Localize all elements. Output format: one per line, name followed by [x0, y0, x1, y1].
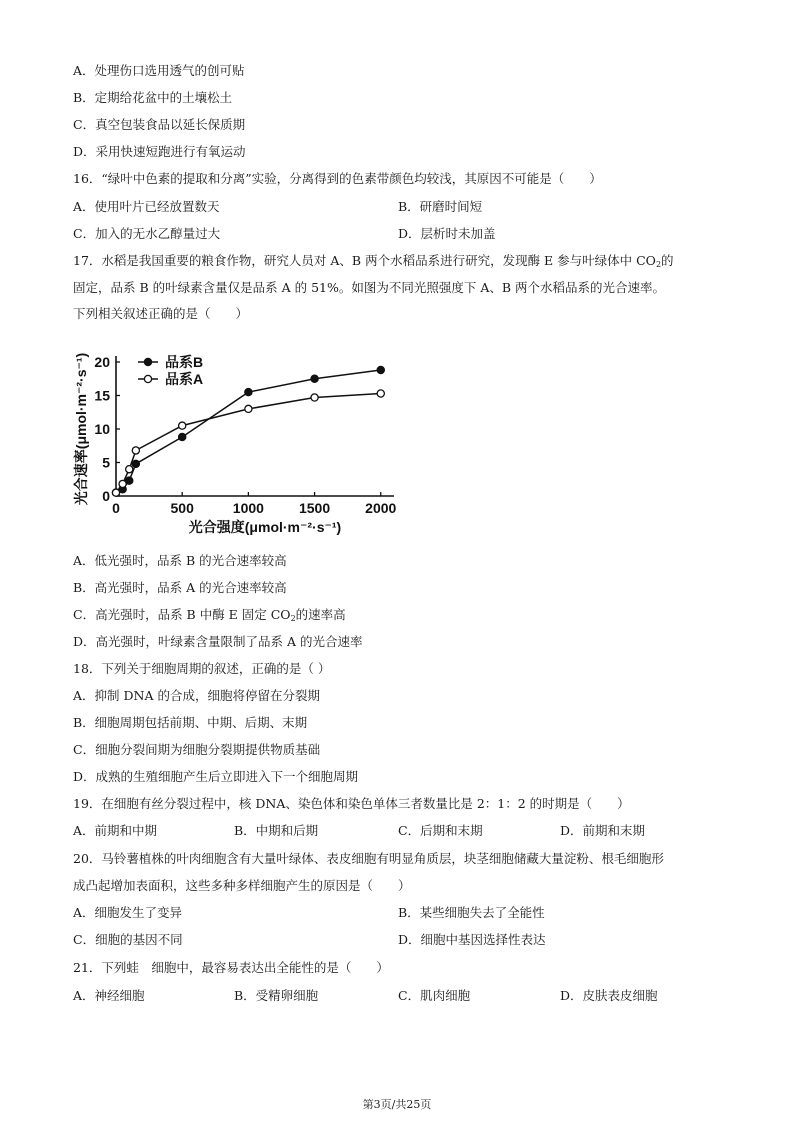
data-point-open: [245, 405, 252, 412]
q18-option-d: D．成熟的生殖细胞产生后立即进入下一个细胞周期: [73, 769, 359, 784]
y-tick-label: 10: [94, 421, 110, 437]
page-footer: 第3页/共25页: [362, 1098, 432, 1111]
data-point-open: [179, 422, 186, 429]
data-point-open: [112, 489, 119, 496]
q21-option-d: D．皮肤表皮细胞: [560, 988, 658, 1003]
q18-option-b: B．细胞周期包括前期、中期、后期、末期: [73, 715, 308, 730]
q21-stem: 21．下列蛙 细胞中，最容易表达出全能性的是（ ）: [73, 960, 389, 975]
q19-stem: 19．在细胞有丝分裂过程中，核 DNA、染色体和染色单体三者数量比是 2：1：2 的时期是（ ）: [73, 796, 630, 811]
data-point-open: [119, 480, 126, 487]
q15-option-b: B．定期给花盆中的土壤松土: [73, 90, 233, 105]
legend-marker: [144, 358, 151, 365]
q20-option-b: B．某些细胞失去了全能性: [398, 905, 545, 920]
data-point-filled: [179, 433, 186, 440]
data-point-open: [311, 394, 318, 401]
q20-stem-line2: 成凸起增加表面积，这些多种多样细胞产生的原因是（ ）: [73, 878, 411, 893]
data-point-open: [126, 466, 133, 473]
legend-marker: [144, 375, 151, 382]
data-point-filled: [377, 366, 384, 373]
q17-option-a: A．低光强时，品系 B 的光合速率较高: [73, 553, 287, 568]
q21-option-c: C．肌肉细胞: [398, 988, 471, 1003]
data-point-filled: [245, 389, 252, 396]
legend-label: 品系B: [165, 354, 204, 370]
x-tick-label: 1000: [232, 500, 264, 516]
q19-option-c: C．后期和末期: [398, 823, 483, 838]
q19-option-d: D．前期和末期: [560, 823, 646, 838]
q19-option-b: B．中期和后期: [234, 823, 319, 838]
q17-option-c-text: C．高光强时，品系 B 中酶 E 固定 CO: [73, 607, 291, 622]
y-tick-label: 20: [94, 354, 110, 370]
data-point-filled: [132, 460, 139, 467]
x-tick-label: 1500: [298, 500, 331, 516]
x-tick-label: 0: [112, 500, 120, 516]
x-axis-label: 光合强度(μmol·m⁻²·s⁻¹): [188, 519, 342, 535]
q20-option-a: A．细胞发生了变异: [73, 905, 183, 920]
q16-option-c: C．加入的无水乙醇量过大: [73, 226, 221, 241]
q19-option-a: A．前期和中期: [73, 823, 158, 838]
y-tick-label: 5: [102, 454, 110, 471]
y-tick-label: 0: [102, 488, 110, 504]
q17-stem-line3: 下列相关叙述正确的是（ ）: [73, 306, 249, 321]
y-tick-label: 15: [94, 387, 110, 404]
q21-option-a: A．神经细胞: [73, 988, 145, 1003]
q15-option-d: D．采用快速短跑进行有氧运动: [73, 144, 246, 159]
q16-option-d: D．层析时未加盖: [398, 226, 496, 241]
subscript: 2: [290, 614, 296, 623]
q20-stem-line1: 20．马铃薯植株的叶肉细胞含有大量叶绿体、表皮细胞有明显角质层，块茎细胞储藏大量淀粉、根毛细胞形: [73, 851, 664, 866]
y-axis-label: 光合速率(μmol·m⁻²·s⁻¹): [73, 352, 89, 506]
data-point-open: [377, 390, 384, 397]
x-tick-label: 2000: [365, 500, 397, 516]
q18-option-c: C．细胞分裂间期为细胞分裂期提供物质基础: [73, 742, 321, 757]
q17-stem-tail: 的: [661, 253, 674, 268]
q18-option-a: A．抑制 DNA 的合成，细胞将停留在分裂期: [73, 688, 320, 703]
data-point-open: [132, 447, 139, 454]
photosynthesis-chart: [68, 336, 408, 548]
q17-option-c: [73, 607, 346, 627]
q17-stem-line1: [73, 253, 674, 273]
q17-stem-text: 17．水稻是我国重要的粮食作物，研究人员对 A、B 两个水稻品系进行研究，发现酶 E 参与叶绿体中 CO: [73, 253, 656, 268]
q16-stem: 16．“绿叶中色素的提取和分离”实验，分离得到的色素带颜色均较浅，其原因不可能是（ ）: [73, 171, 602, 186]
q20-option-c: C．细胞的基因不同: [73, 932, 183, 947]
q15-option-c: C．真空包装食品以延长保质期: [73, 117, 246, 132]
q16-option-b: B．研磨时间短: [398, 199, 483, 214]
legend-label: 品系A: [165, 371, 204, 387]
q17-option-b: B．高光强时，品系 A 的光合速率较高: [73, 580, 287, 595]
q17-option-d: D．高光强时，叶绿素含量限制了品系 A 的光合速率: [73, 634, 363, 649]
data-point-filled: [311, 375, 318, 382]
q20-option-d: D．细胞中基因选择性表达: [398, 932, 546, 947]
q21-option-b: B．受精卵细胞: [234, 988, 319, 1003]
q15-option-a: A．处理伤口选用透气的创可贴: [73, 63, 245, 78]
q18-stem: 18．下列关于细胞周期的叙述，正确的是（ ）: [73, 661, 331, 676]
q17-stem-line2: 固定，品系 B 的叶绿素含量仅是品系 A 的 51%。如图为不同光照强度下 A、B 两个水稻品系的光合速率。: [73, 280, 666, 295]
subscript: 2: [655, 260, 662, 269]
x-tick-label: 500: [170, 500, 194, 516]
q17-option-c-tail: 的速率高: [295, 607, 346, 622]
q16-option-a: A．使用叶片已经放置数天: [73, 199, 220, 214]
